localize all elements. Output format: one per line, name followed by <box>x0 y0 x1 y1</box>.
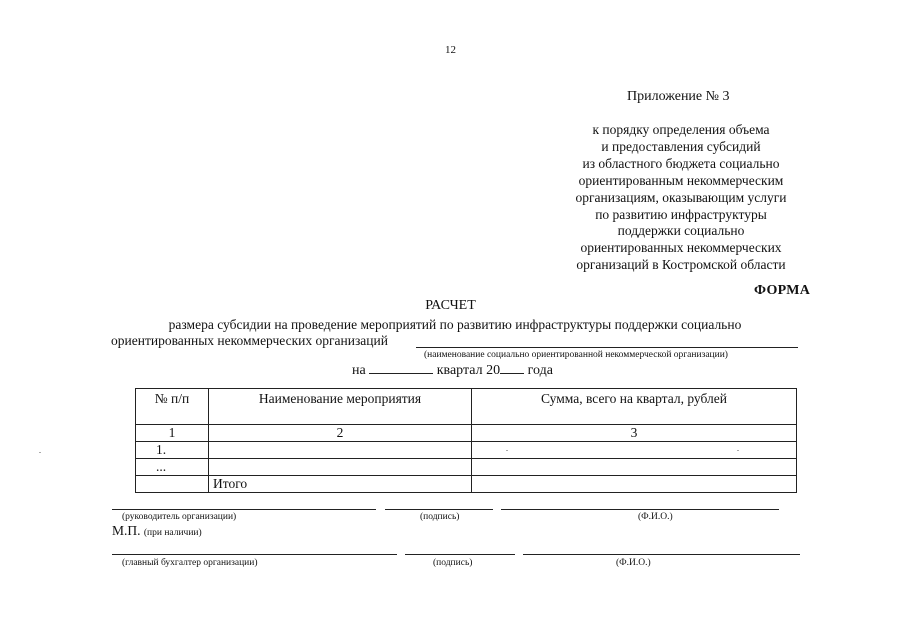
table-row <box>136 442 797 459</box>
organization-hint: (наименование социально ориентированной некоммерческой организации) <box>424 350 728 360</box>
document-title: РАСЧЕТ <box>425 298 476 313</box>
calculation-table <box>135 388 797 493</box>
stamp-note: (при наличии) <box>143 528 202 538</box>
table-header-cell: Сумма, всего на квартал, рублей <box>472 389 797 425</box>
appendix-subtitle-line: ориентированных некоммерческих <box>580 240 782 256</box>
head-label: (руководитель организации) <box>122 512 237 522</box>
scan-speck <box>737 450 739 451</box>
appendix-subtitle-line: ориентированным некоммерческим <box>578 172 784 188</box>
table-cell: 1 <box>136 425 209 442</box>
accountant-label: (главный бухгалтер организации) <box>122 558 258 568</box>
table-cell <box>136 476 209 493</box>
table-header-cell: Наименование мероприятия <box>209 389 472 425</box>
table-total-row <box>136 476 797 493</box>
table-cell: 2 <box>209 425 472 442</box>
head-sign-line[interactable] <box>385 509 493 510</box>
quarter-field[interactable] <box>369 363 433 374</box>
table-cell[interactable] <box>472 459 797 476</box>
appendix-subtitle <box>556 122 806 274</box>
page-number: 12 <box>445 44 456 56</box>
table-header-row <box>136 389 797 425</box>
organization-field[interactable] <box>416 347 798 348</box>
stamp-label: М.П. <box>112 523 141 538</box>
head-name-line[interactable] <box>501 509 779 510</box>
organization-line: ориентированных некоммерческих организаций <box>111 333 388 348</box>
appendix-subtitle-line: из областного бюджета социально <box>582 155 780 171</box>
year-field[interactable] <box>500 363 524 374</box>
table-cell: 3 <box>472 425 797 442</box>
signature-label: (подпись) <box>433 558 473 568</box>
accountant-sign-line[interactable] <box>405 554 515 555</box>
appendix-subtitle-line: и предоставления субсидий <box>601 138 761 154</box>
table-header-cell: № п/п <box>136 389 209 425</box>
table-cell[interactable] <box>209 442 472 459</box>
appendix-subtitle-line: поддержки социально <box>617 223 745 239</box>
scan-speck <box>506 450 508 451</box>
name-label: (Ф.И.О.) <box>616 558 651 568</box>
appendix-subtitle-line: организациям, оказывающим услуги <box>575 189 787 205</box>
form-label: ФОРМА <box>754 283 811 298</box>
period-prefix: на <box>352 363 366 378</box>
table-cell[interactable] <box>472 442 797 459</box>
scan-speck <box>39 452 41 453</box>
table-cell: ... <box>136 459 209 476</box>
appendix-title: Приложение № 3 <box>627 89 730 104</box>
table-cell: 1. <box>136 442 209 459</box>
signature-label: (подпись) <box>420 512 460 522</box>
total-label: Итого <box>209 476 472 493</box>
head-signature-line[interactable] <box>112 509 376 510</box>
appendix-subtitle-line: к порядку определения объема <box>592 122 770 137</box>
appendix-subtitle-line: организаций в Костромской области <box>576 257 786 273</box>
accountant-name-line[interactable] <box>523 554 800 555</box>
name-label: (Ф.И.О.) <box>638 512 673 522</box>
table-column-number-row <box>136 425 797 442</box>
table-cell[interactable] <box>209 459 472 476</box>
document-subtitle: размера субсидии на проведение мероприятий по развитию инфраструктуры поддержки социально <box>168 317 742 332</box>
appendix-subtitle-line: по развитию инфраструктуры <box>595 206 767 222</box>
period-suffix: года <box>527 363 553 378</box>
period-line <box>352 363 553 379</box>
stamp-place <box>112 523 202 539</box>
total-value-cell[interactable] <box>472 476 797 493</box>
period-middle: квартал 20 <box>436 363 501 378</box>
accountant-signature-line[interactable] <box>112 554 397 555</box>
table-row <box>136 459 797 476</box>
